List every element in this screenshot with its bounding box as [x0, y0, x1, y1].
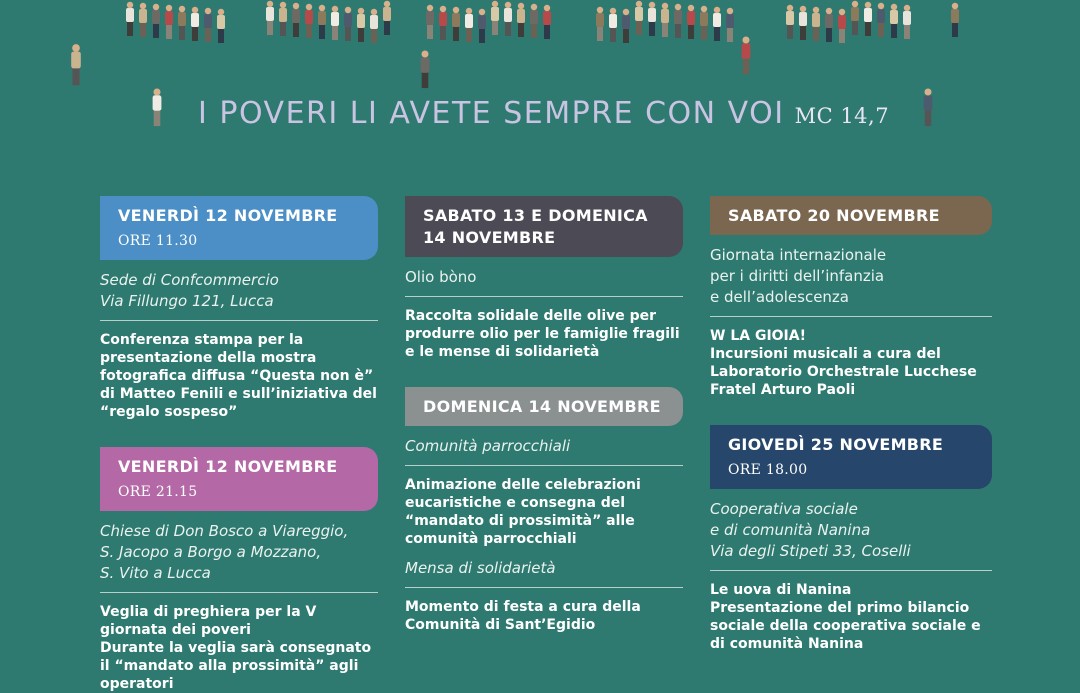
place-line: Olio bòno	[405, 268, 477, 286]
person-figure	[700, 6, 708, 40]
place-line: per i diritti dell’infanzia	[710, 267, 885, 285]
person-figure	[517, 3, 525, 37]
person-figure	[622, 9, 630, 43]
event-time: ORE 11.30	[118, 233, 198, 249]
event-description: Presentazione del primo bilancio sociale della cooperativa sociale e di comunità Nanina	[710, 600, 981, 652]
column-3	[710, 196, 992, 653]
event-place	[710, 235, 992, 316]
place-line: Cooperativa sociale	[710, 500, 858, 518]
person-figure	[687, 5, 695, 39]
person-figure	[491, 1, 499, 35]
person-figure	[596, 7, 604, 41]
title-reference: MC 14,7	[794, 104, 890, 128]
event-date: VENERDÌ 12 NOVEMBRE	[118, 457, 338, 476]
person-figure	[786, 5, 794, 39]
title-main: I POVERI LI AVETE SEMPRE CON VOI	[198, 96, 785, 131]
event-time: ORE 21.15	[118, 484, 198, 500]
person-figure	[924, 88, 933, 126]
person-figure	[851, 1, 859, 35]
person-figure	[543, 5, 551, 39]
person-figure	[478, 9, 486, 43]
event-header	[100, 196, 378, 260]
person-figure	[635, 1, 643, 35]
person-figure	[305, 4, 313, 38]
person-figure	[799, 6, 807, 40]
event-description-title: Le uova di Nanina	[710, 582, 852, 598]
person-figure	[864, 2, 872, 36]
person-figure	[903, 5, 911, 39]
person-figure	[825, 8, 833, 42]
event-header	[100, 447, 378, 511]
place-line: e di comunità Nanina	[710, 521, 871, 539]
place-line: Comunità parrocchiali	[405, 437, 571, 455]
person-figure	[951, 3, 959, 37]
event-time: ORE 18.00	[728, 462, 808, 478]
person-figure	[370, 9, 378, 43]
person-figure	[153, 88, 162, 126]
person-figure	[504, 2, 512, 36]
divider	[405, 296, 683, 297]
person-figure	[890, 4, 898, 38]
event-header	[405, 387, 683, 426]
person-figure	[713, 7, 721, 41]
divider	[100, 320, 378, 321]
person-figure	[609, 8, 617, 42]
event-date: DOMENICA 14 NOVEMBRE	[423, 397, 661, 416]
event-date: SABATO 20 NOVEMBRE	[728, 206, 940, 225]
event-description-secondary: Momento di festa a cura della Comunità di Sant’Egidio	[405, 599, 641, 633]
event-date: VENERDÌ 12 NOVEMBRE	[118, 206, 338, 225]
person-figure	[165, 5, 173, 39]
event-place	[710, 489, 992, 570]
place-line: Giornata internazionale	[710, 246, 887, 264]
person-figure	[421, 50, 430, 88]
person-figure	[726, 8, 734, 42]
event-header	[710, 425, 992, 489]
page-title	[198, 96, 889, 131]
person-figure	[452, 7, 460, 41]
person-figure	[331, 6, 339, 40]
column-1	[100, 196, 378, 693]
divider	[710, 316, 992, 317]
person-figure	[344, 7, 352, 41]
person-figure	[439, 6, 447, 40]
person-figure	[279, 2, 287, 36]
person-figure	[426, 5, 434, 39]
person-figure	[178, 6, 186, 40]
event-place	[405, 257, 683, 296]
person-figure	[661, 3, 669, 37]
event-description: Conferenza stampa per la presentazione della mostra fotografica diffusa “Questa non è” di Matteo Fenili e sull’iniziativa del “regalo sospeso”	[100, 332, 377, 420]
place-line: S. Vito a Lucca	[100, 564, 211, 582]
person-figure	[742, 36, 751, 74]
place-line: Sede di Confcommercio	[100, 271, 279, 289]
person-figure	[204, 8, 212, 42]
event-place-secondary: Mensa di solidarietà	[405, 559, 556, 577]
person-figure	[648, 2, 656, 36]
person-figure	[126, 2, 134, 36]
event-description: Durante la veglia sarà consegnato il “mandato alla prossimità” agli operatori	[100, 640, 372, 692]
person-figure	[838, 9, 846, 43]
event-date: GIOVEDÌ 25 NOVEMBRE	[728, 435, 944, 454]
event-header	[710, 196, 992, 235]
person-figure	[217, 9, 225, 43]
person-figure	[139, 3, 147, 37]
place-line: Chiese di Don Bosco a Viareggio,	[100, 522, 349, 540]
person-figure	[292, 3, 300, 37]
person-figure	[191, 7, 199, 41]
event-description-title: Veglia di preghiera per la V giornata dei poveri	[100, 604, 317, 638]
event-description: Animazione delle celebrazioni eucaristiche e consegna del “mandato di prossimità” alle comunità parrocchiali	[405, 477, 641, 547]
column-2	[405, 196, 683, 634]
person-figure	[877, 3, 885, 37]
person-figure	[357, 8, 365, 42]
event-place	[100, 260, 378, 320]
event-place	[100, 511, 378, 592]
person-figure	[530, 4, 538, 38]
person-figure	[152, 4, 160, 38]
person-figure	[71, 44, 81, 85]
event-date: SABATO 13 E DOMENICA 14 NOVEMBRE	[423, 206, 648, 247]
divider	[405, 465, 683, 466]
event-description: Incursioni musicali a cura del Laboratorio Orchestrale Lucchese Fratel Arturo Paoli	[710, 346, 977, 398]
place-line: S. Jacopo a Borgo a Mozzano,	[100, 543, 322, 561]
person-figure	[465, 8, 473, 42]
person-figure	[812, 7, 820, 41]
event-place	[405, 426, 683, 465]
divider	[100, 592, 378, 593]
person-figure	[674, 4, 682, 38]
person-figure	[383, 1, 391, 35]
place-line: Via degli Stipeti 33, Coselli	[710, 542, 911, 560]
event-header	[405, 196, 683, 257]
person-figure	[266, 1, 274, 35]
divider	[405, 587, 683, 588]
event-description-title: W LA GIOIA!	[710, 328, 806, 344]
place-line: e dell’adolescenza	[710, 288, 849, 306]
person-figure	[318, 5, 326, 39]
divider	[710, 570, 992, 571]
event-description: Raccolta solidale delle olive per produrre olio per le famiglie fragili e le mense di solidarietà	[405, 308, 680, 360]
place-line: Via Fillungo 121, Lucca	[100, 292, 274, 310]
